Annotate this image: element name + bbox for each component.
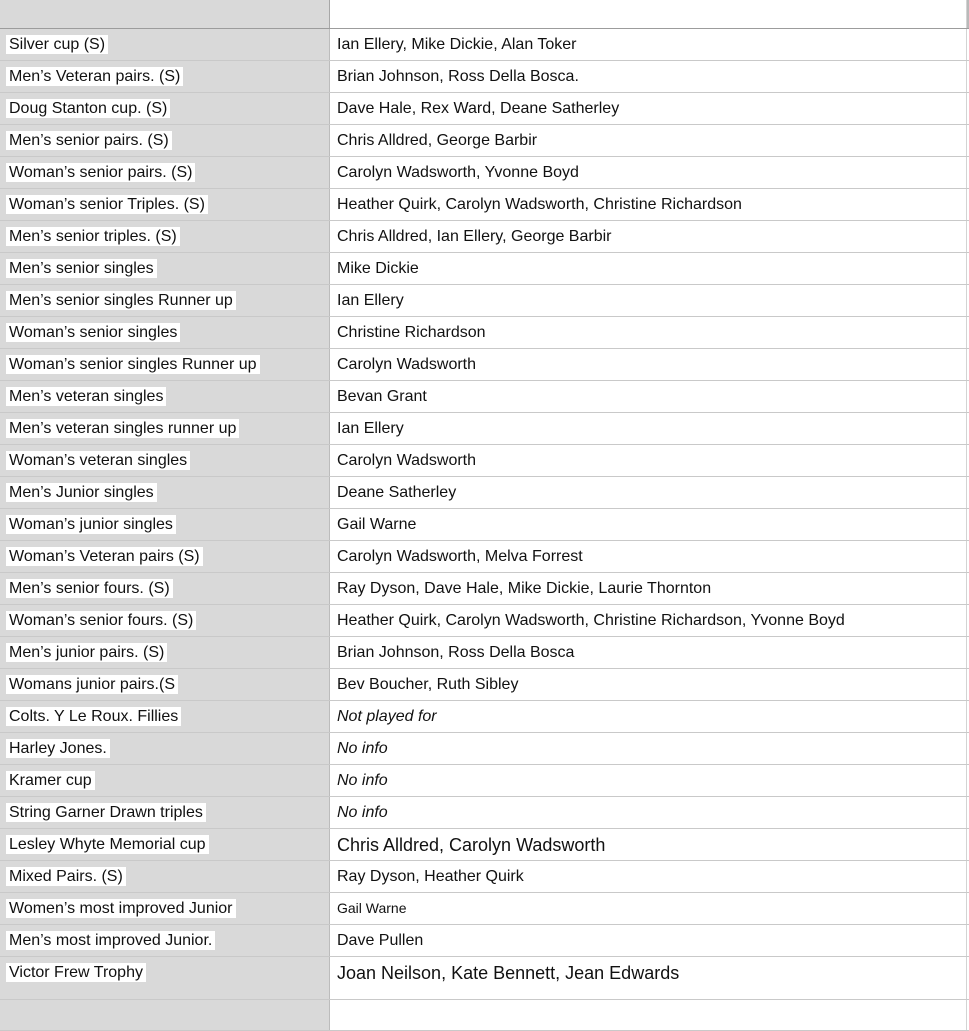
trophy-name: String Garner Drawn triples <box>6 803 206 822</box>
winners-cell[interactable] <box>330 61 967 92</box>
empty-cell-winners[interactable] <box>330 1000 967 1030</box>
trophy-name: Woman’s senior singles Runner up <box>6 355 260 374</box>
winners-text: Not played for <box>337 708 437 725</box>
winners-text: Dave Pullen <box>337 932 424 949</box>
trophy-cell[interactable] <box>0 765 330 796</box>
trophy-cell[interactable] <box>0 605 330 636</box>
winners-text: No info <box>337 804 388 821</box>
winners-text: Deane Satherley <box>337 484 457 501</box>
winners-cell[interactable] <box>330 669 967 700</box>
table-row <box>0 221 969 253</box>
winners-cell[interactable] <box>330 861 967 892</box>
winners-cell[interactable] <box>330 381 967 412</box>
trophy-name: Men’s Junior singles <box>6 483 157 502</box>
trophy-name: Woman’s veteran singles <box>6 451 190 470</box>
table-row <box>0 413 969 445</box>
trophy-name: Woman’s senior fours. (S) <box>6 611 196 630</box>
winners-cell[interactable] <box>330 189 967 220</box>
winners-text: Bev Boucher, Ruth Sibley <box>337 676 519 693</box>
table-row <box>0 573 969 605</box>
trophy-cell[interactable] <box>0 669 330 700</box>
trophy-name: Men’s veteran singles <box>6 387 166 406</box>
winners-cell[interactable] <box>330 765 967 796</box>
trophy-cell[interactable] <box>0 445 330 476</box>
winners-cell[interactable] <box>330 29 967 60</box>
winners-text: Ian Ellery <box>337 292 404 309</box>
winners-text: Gail Warne <box>337 516 417 533</box>
winners-cell[interactable] <box>330 93 967 124</box>
winners-text: Chris Alldred, Carolyn Wadsworth <box>337 835 606 855</box>
table-row <box>0 605 969 637</box>
winners-cell[interactable] <box>330 541 967 572</box>
table-row <box>0 797 969 829</box>
winners-cell[interactable] <box>330 925 967 956</box>
table-row <box>0 477 969 509</box>
winners-cell[interactable] <box>330 797 967 828</box>
winners-cell[interactable] <box>330 157 967 188</box>
table-row <box>0 93 969 125</box>
trophy-name: Men’s junior pairs. (S) <box>6 643 167 662</box>
table-row <box>0 445 969 477</box>
trophy-cell[interactable] <box>0 157 330 188</box>
trophy-name: Woman’s senior pairs. (S) <box>6 163 195 182</box>
winners-cell[interactable] <box>330 285 967 316</box>
trophy-cell[interactable] <box>0 925 330 956</box>
trophy-name: Woman’s senior Triples. (S) <box>6 195 208 214</box>
winners-text: Carolyn Wadsworth, Melva Forrest <box>337 548 583 565</box>
trophy-name: Harley Jones. <box>6 739 110 758</box>
winners-text: Bevan Grant <box>337 388 427 405</box>
trophy-cell[interactable] <box>0 221 330 252</box>
trophy-name: Woman’s junior singles <box>6 515 176 534</box>
table-row <box>0 349 969 381</box>
trophy-name: Womans junior pairs.(S <box>6 675 178 694</box>
empty-cell-trophy[interactable] <box>0 1000 330 1030</box>
winners-text: Carolyn Wadsworth, Yvonne Boyd <box>337 164 579 181</box>
table-row <box>0 637 969 669</box>
winners-cell[interactable] <box>330 701 967 732</box>
winners-text: Christine Richardson <box>337 324 486 341</box>
trophy-name: Men’s veteran singles runner up <box>6 419 239 438</box>
trophy-name: Lesley Whyte Memorial cup <box>6 835 209 854</box>
trophy-cell[interactable] <box>0 477 330 508</box>
winners-cell[interactable] <box>330 605 967 636</box>
winners-cell[interactable] <box>330 445 967 476</box>
winners-cell[interactable] <box>330 221 967 252</box>
trophy-cell[interactable] <box>0 733 330 764</box>
table-row <box>0 317 969 349</box>
table-row <box>0 765 969 797</box>
winners-text: Brian Johnson, Ross Della Bosca <box>337 644 575 661</box>
trophy-cell[interactable] <box>0 413 330 444</box>
table-row <box>0 893 969 925</box>
table-row <box>0 125 969 157</box>
header-cell-trophy[interactable] <box>0 0 330 28</box>
table-row <box>0 669 969 701</box>
trophy-cell[interactable] <box>0 285 330 316</box>
winners-text: Ray Dyson, Dave Hale, Mike Dickie, Laurie Thornton <box>337 580 712 597</box>
winners-text: Carolyn Wadsworth <box>337 356 477 373</box>
winners-cell[interactable] <box>330 893 967 924</box>
winners-text: No info <box>337 772 388 789</box>
winners-cell[interactable] <box>330 253 967 284</box>
trophy-cell[interactable] <box>0 829 330 860</box>
table-row <box>0 925 969 957</box>
trophy-cell[interactable] <box>0 317 330 348</box>
trophy-name: Men’s senior singles <box>6 259 157 278</box>
winners-cell[interactable] <box>330 125 967 156</box>
winners-cell[interactable] <box>330 349 967 380</box>
trophy-cell[interactable] <box>0 797 330 828</box>
table-row <box>0 253 969 285</box>
trophy-name: Woman’s Veteran pairs (S) <box>6 547 203 566</box>
trophy-cell[interactable] <box>0 29 330 60</box>
winners-text: No info <box>337 740 388 757</box>
table-row <box>0 157 969 189</box>
trophy-cell[interactable] <box>0 61 330 92</box>
winners-cell[interactable] <box>330 317 967 348</box>
table-row <box>0 733 969 765</box>
winners-cell[interactable] <box>330 573 967 604</box>
winners-text: Dave Hale, Rex Ward, Deane Satherley <box>337 100 620 117</box>
winners-text: Ian Ellery, Mike Dickie, Alan Toker <box>337 36 577 53</box>
winners-cell[interactable] <box>330 477 967 508</box>
trophy-name: Men’s senior singles Runner up <box>6 291 236 310</box>
trophy-cell[interactable] <box>0 861 330 892</box>
header-row <box>0 0 969 29</box>
winners-text: Gail Warne <box>337 900 407 916</box>
winners-text: Joan Neilson, Kate Bennett, Jean Edwards <box>337 963 680 983</box>
winners-cell[interactable] <box>330 413 967 444</box>
trophy-name: Kramer cup <box>6 771 95 790</box>
trophy-cell[interactable] <box>0 541 330 572</box>
winners-text: Heather Quirk, Carolyn Wadsworth, Christine Richardson <box>337 196 742 213</box>
table-row <box>0 829 969 861</box>
winners-text: Mike Dickie <box>337 260 419 277</box>
trophy-name: Victor Frew Trophy <box>6 963 146 982</box>
trophy-cell[interactable] <box>0 253 330 284</box>
trophy-name: Men’s senior fours. (S) <box>6 579 173 598</box>
trophy-cell[interactable] <box>0 701 330 732</box>
trophy-name: Women’s most improved Junior <box>6 899 236 918</box>
trophy-name: Woman’s senior singles <box>6 323 180 342</box>
trophy-cell[interactable] <box>0 957 330 999</box>
trophy-cell[interactable] <box>0 125 330 156</box>
winners-text: Ray Dyson, Heather Quirk <box>337 868 524 885</box>
trophy-name: Doug Stanton cup. (S) <box>6 99 170 118</box>
winners-cell[interactable] <box>330 957 967 999</box>
winners-cell[interactable] <box>330 829 967 860</box>
winners-text: Heather Quirk, Carolyn Wadsworth, Christine Richardson, Yvonne Boyd <box>337 612 845 629</box>
trophy-name: Mixed Pairs. (S) <box>6 867 126 886</box>
table-row <box>0 61 969 93</box>
trophy-cell[interactable] <box>0 349 330 380</box>
winners-text: Ian Ellery <box>337 420 404 437</box>
trophy-cell[interactable] <box>0 893 330 924</box>
winners-cell[interactable] <box>330 509 967 540</box>
table-row <box>0 701 969 733</box>
winners-cell[interactable] <box>330 733 967 764</box>
trophy-cell[interactable] <box>0 509 330 540</box>
trophy-cell[interactable] <box>0 93 330 124</box>
trophy-name: Men’s senior triples. (S) <box>6 227 180 246</box>
winners-text: Chris Alldred, George Barbir <box>337 132 538 149</box>
table-row <box>0 541 969 573</box>
table-row <box>0 29 969 61</box>
trophy-cell[interactable] <box>0 189 330 220</box>
winners-cell[interactable] <box>330 637 967 668</box>
trophy-name: Silver cup (S) <box>6 35 108 54</box>
table-row <box>0 861 969 893</box>
table-row <box>0 509 969 541</box>
trophy-cell[interactable] <box>0 381 330 412</box>
table-row <box>0 285 969 317</box>
table-row <box>0 189 969 221</box>
winners-text: Chris Alldred, Ian Ellery, George Barbir <box>337 228 612 245</box>
empty-row <box>0 1000 969 1031</box>
trophy-name: Men’s senior pairs. (S) <box>6 131 172 150</box>
trophy-name: Colts. Y Le Roux. Fillies <box>6 707 181 726</box>
trophy-name: Men’s Veteran pairs. (S) <box>6 67 183 86</box>
trophy-cell[interactable] <box>0 573 330 604</box>
table-row <box>0 957 969 1000</box>
trophy-name: Men’s most improved Junior. <box>6 931 215 950</box>
header-cell-winners[interactable] <box>330 0 967 28</box>
trophy-cell[interactable] <box>0 637 330 668</box>
winners-text: Brian Johnson, Ross Della Bosca. <box>337 68 579 85</box>
table-row <box>0 381 969 413</box>
winners-text: Carolyn Wadsworth <box>337 452 477 469</box>
table-body <box>0 29 969 1000</box>
